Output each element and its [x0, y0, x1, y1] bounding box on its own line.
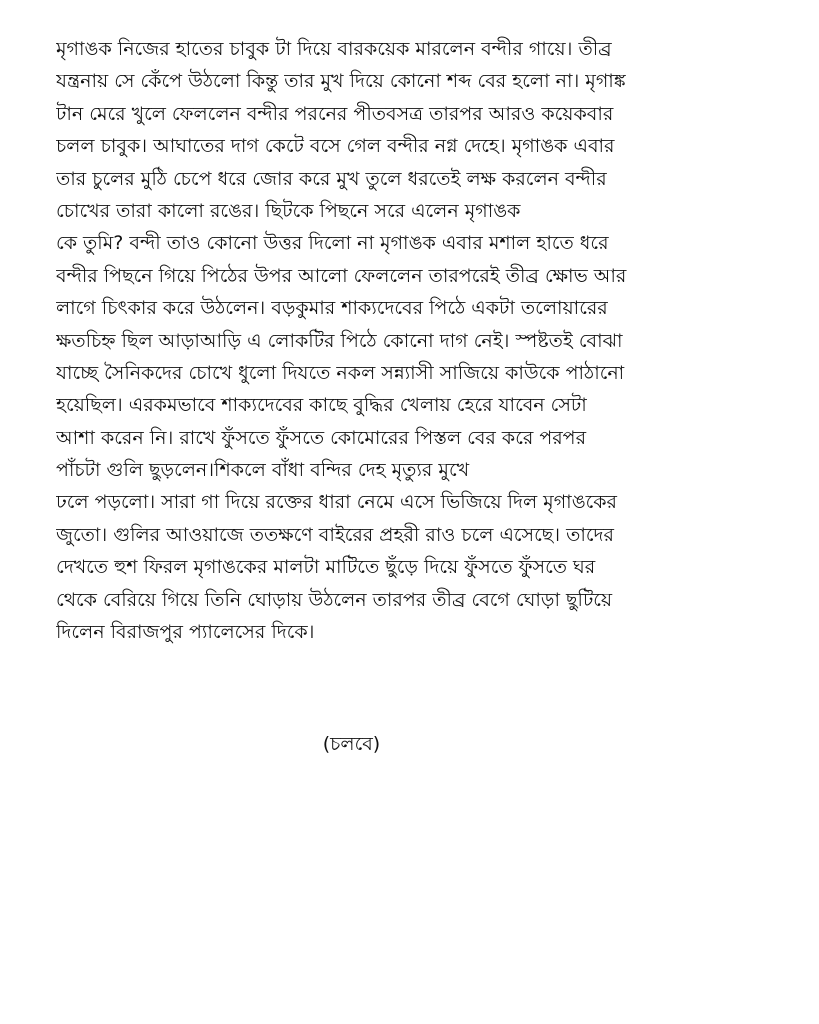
text-line: দেখতে হুশ ফিরল মৃগাঙকের মালটা মাটিতে ছুঁড়ে দিয়ে ফুঁসতে ফুঁসতে ঘর [56, 556, 596, 579]
text-line: যাচ্ছে সৈনিকদের চোখে ধুলো দিযতে নকল সন্ন্যাসী সাজিয়ে কাউকে পাঠানো [56, 361, 625, 384]
text-line: ঢলে পড়লো। সারা গা দিয়ে রক্তের ধারা নেমে এসে ভিজিয়ে দিল মৃগাঙকের [56, 491, 618, 514]
text-line: তার চুলের মুঠি চেপে ধরে জোর করে মুখ তুলে ধরতেই লক্ষ করলেন বন্দীর [56, 167, 607, 190]
text-line: আশা করেন নি। রাখে ফুঁসতে ফুঁসতে কোমোরের পিস্তল বের করে পরপর [56, 426, 587, 449]
text-line: হয়েছিল। এরকমভাবে শাক্যদেবের কাছে বুদ্ধির খেলায় হেরে যাবেন সেটা [56, 394, 587, 417]
text-line: থেকে বেরিয়ে গিয়ে তিনি ঘোড়ায় উঠলেন তারপর তীব্র বেগে ঘোড়া ছুটিয়ে [56, 588, 613, 611]
text-line: মৃগাঙক নিজের হাতের চাবুক টা দিয়ে বারকয়েক মারলেন বন্দীর গায়ে। তীব্র [56, 38, 612, 60]
text-line: লাগে চিৎকার করে উঠলেন। বড়কুমার শাক্যদেবের পিঠে একটা তলোয়ারের [56, 297, 608, 320]
story-text [56, 33, 796, 648]
text-line: দিলেন বিরাজপুর প্যালেসের দিকে। [56, 621, 315, 644]
text-line: চলল চাবুক। আঘাতের দাগ কেটে বসে গেল বন্দীর নগ্ন দেহে। মৃগাঙক এবার [56, 135, 615, 158]
text-line: কে তুমি? বন্দী তাও কোনো উত্তর দিলো না মৃগাঙক এবার মশাল হাতে ধরে [56, 232, 609, 255]
text-line: বন্দীর পিছনে গিয়ে পিঠের উপর আলো ফেললেন তারপরেই তীব্র ক্ষোভ আর [56, 264, 627, 287]
text-line: যন্ত্রনায় সে কেঁপে উঠলো কিন্তু তার মুখ দিয়ে কোনো শব্দ বের হলো না। মৃগাঙ্ক [56, 70, 626, 93]
text-line: জুতো। গুলির আওয়াজে ততক্ষণে বাইরের প্রহরী রাও চলে এসেছে। তাদের [56, 523, 614, 546]
text-line: ক্ষতচিহ্ন ছিল আড়াআড়ি এ লোকটির পিঠে কোনো দাগ নেই। স্পষ্টতই বোঝা [56, 329, 623, 352]
text-line: পাঁচটা গুলি ছুড়লেন।শিকলে বাঁধা বন্দির দেহ মৃত্যুর মুখে [56, 459, 470, 482]
footer-text: (চলবে) [322, 733, 381, 755]
to-be-continued-note [0, 728, 819, 760]
text-line: টান মেরে খুলে ফেললেন বন্দীর পরনের পীতবসত্র তারপর আরও কয়েকবার [56, 102, 614, 125]
text-line: চোখের তারা কালো রঙের। ছিটকে পিছনে সরে এলেন মৃগাঙক [56, 199, 521, 222]
